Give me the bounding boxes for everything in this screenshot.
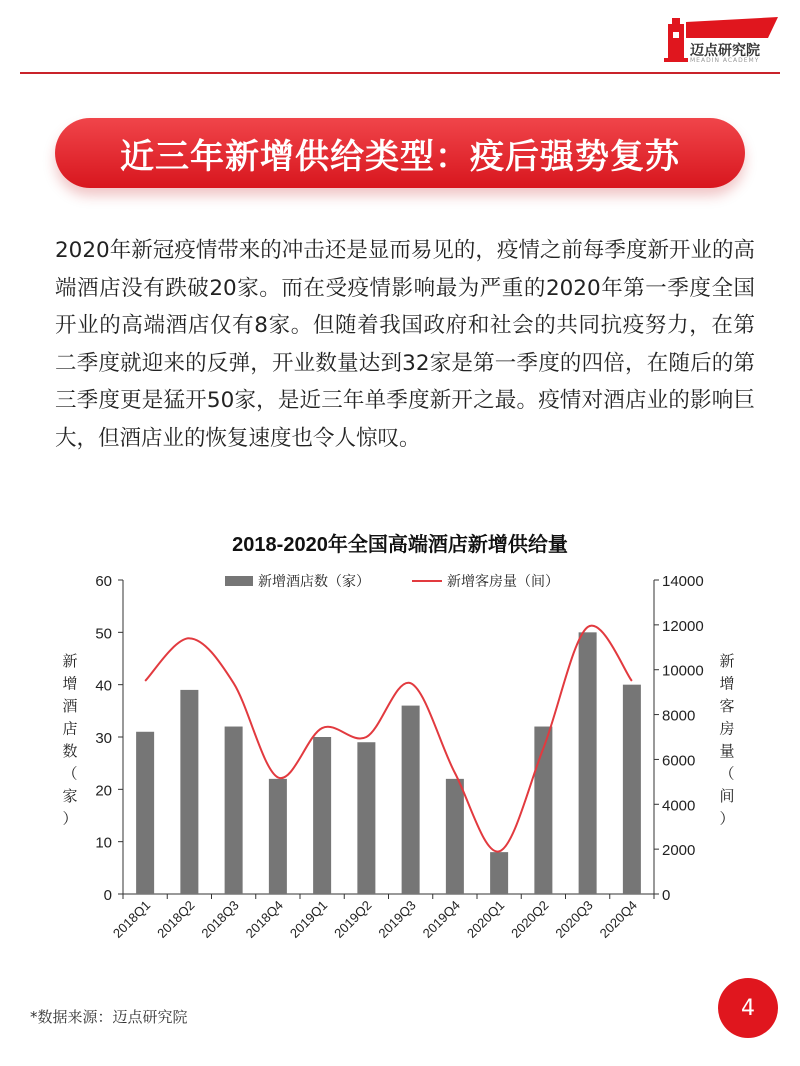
right-axis-title: 新增客房量（间） — [719, 653, 735, 828]
legend-line-label: 新增客房量（间） — [447, 573, 559, 589]
legend-bar-swatch — [225, 576, 253, 586]
bar — [579, 632, 597, 894]
right-tick-label: 8000 — [662, 707, 696, 725]
chart-title: 2018-2020年全国高端酒店新增供给量 — [232, 534, 568, 556]
left-tick-label: 20 — [95, 782, 112, 800]
bar — [225, 727, 243, 894]
x-tick-label: 2020Q1 — [463, 897, 508, 941]
x-tick-label: 2020Q4 — [596, 897, 640, 941]
x-tick-label: 2018Q4 — [242, 897, 286, 941]
page-title: 近三年新增供给类型：疫后强势复苏 — [120, 136, 680, 177]
source-note: *数据来源：迈点研究院 — [30, 1008, 188, 1026]
right-tick-label: 6000 — [662, 752, 696, 770]
title-banner — [55, 118, 745, 188]
x-tick-label: 2019Q3 — [375, 897, 419, 941]
x-tick-label: 2018Q1 — [109, 897, 154, 941]
legend-bar-label: 新增酒店数（家） — [258, 573, 370, 589]
bar — [357, 742, 375, 894]
bar — [623, 685, 641, 894]
left-axis-title: 新增酒店数（家） — [62, 653, 78, 828]
x-tick-label: 2020Q2 — [508, 897, 552, 941]
bar — [402, 706, 420, 894]
bar — [446, 779, 464, 894]
bar — [490, 852, 508, 894]
body-paragraph: 2020年新冠疫情带来的冲击还是显而易见的，疫情之前每季度新开业的高端酒店没有跌破20家。而在受疫情影响最为严重的2020年第一季度全国开业的高端酒店仅有8家。但随着我国政府和社会的共同抗疫努力，在第二季度就迎来的反弹，开业数量达到32家是第一季度的四倍，在随后的第三季度更是猛开50家，是近三年单季度新开之最。疫情对酒店业的影响巨大，但酒店业的恢复速度也令人惊叹。 — [55, 238, 755, 451]
right-tick-label: 10000 — [662, 662, 704, 680]
bar — [269, 779, 287, 894]
x-tick-label: 2018Q2 — [154, 897, 198, 941]
left-tick-label: 40 — [95, 677, 112, 695]
logo-tower-icon — [668, 24, 684, 58]
x-tick-label: 2018Q3 — [198, 897, 242, 941]
header-divider — [20, 72, 780, 74]
hotel-supply-chart — [0, 520, 800, 980]
x-tick-label: 2020Q3 — [552, 897, 596, 941]
left-tick-label: 10 — [95, 834, 112, 852]
right-tick-label: 14000 — [662, 573, 704, 590]
right-tick-label: 2000 — [662, 842, 696, 860]
bar — [313, 737, 331, 894]
x-tick-label: 2019Q4 — [419, 897, 463, 941]
x-tick-label: 2019Q1 — [286, 897, 331, 941]
page-number-badge: 4 — [718, 978, 778, 1038]
brand-name: 迈点研究院 — [690, 43, 760, 59]
brand-tagline: MEADIN ACADEMY — [690, 57, 760, 64]
right-tick-label: 4000 — [662, 797, 696, 815]
logo-flag-shape — [686, 17, 778, 38]
left-tick-label: 60 — [95, 573, 112, 590]
right-tick-label: 12000 — [662, 617, 704, 635]
right-tick-label: 0 — [662, 887, 671, 904]
left-tick-label: 0 — [103, 887, 112, 904]
room-line — [145, 626, 632, 852]
left-tick-label: 50 — [95, 625, 112, 643]
bar — [136, 732, 154, 894]
x-tick-label: 2019Q2 — [331, 897, 375, 941]
left-tick-label: 30 — [95, 730, 112, 747]
bar — [180, 690, 198, 894]
bar — [534, 727, 552, 894]
